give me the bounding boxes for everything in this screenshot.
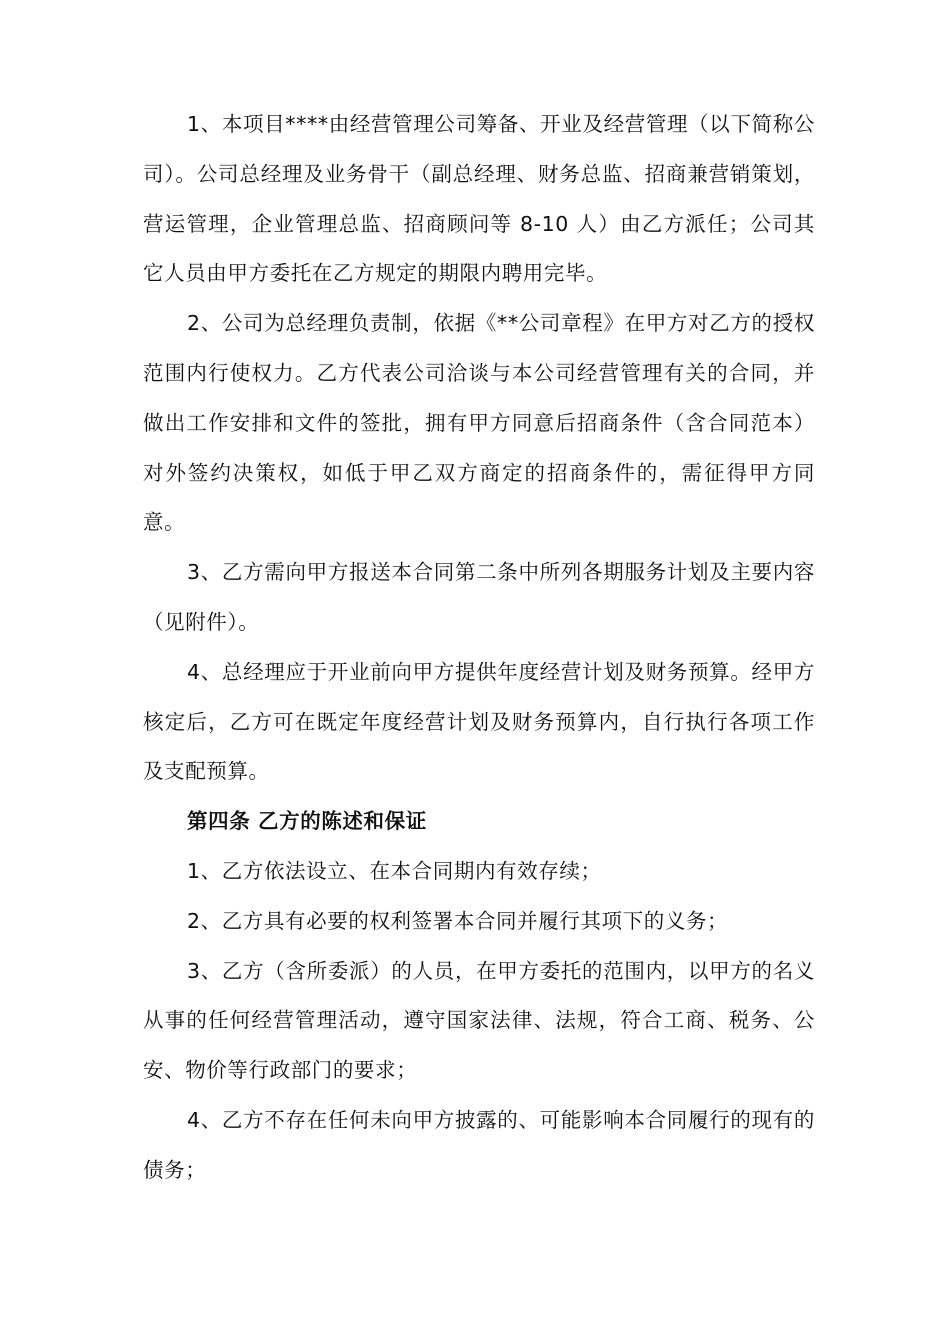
section-item-2: 2、乙方具有必要的权利签署本合同并履行其项下的义务；	[187, 908, 729, 933]
section-item-4: 4、乙方不存在任何未向甲方披露的、可能影响本合同履行的现有的债务；	[143, 1107, 815, 1182]
paragraph-3: 3、乙方需向甲方报送本合同第二条中所列各期服务计划及主要内容（见附件）。	[143, 560, 815, 634]
section-item-1: 1、乙方依法设立、在本合同期内有效存续；	[187, 858, 602, 883]
section-item-3: 3、乙方（含所委派）的人员，在甲方委托的范围内，以甲方的名义从事的任何经营管理活动，遵守国家法律、法规，符合工商、税务、公安、物价等行政部门的要求；	[143, 958, 815, 1083]
section-heading: 第四条 乙方的陈述和保证	[187, 809, 427, 834]
paragraph-1: 1、本项目****由经营管理公司筹备、开业及经营管理（以下简称公司）。公司总经理及业务骨干（副总经理、财务总监、招商兼营销策划，营运管理，企业管理总监、招商顾问等 8-10 人）由乙方派任；公司其它人员由甲方委托在乙方规定的期限内聘用完毕。	[143, 112, 815, 286]
paragraph-4: 4、总经理应于开业前向甲方提供年度经营计划及财务预算。经甲方核定后，乙方可在既定年度经营计划及财务预算内，自行执行各项工作及支配预算。	[143, 659, 815, 784]
document-page	[143, 100, 815, 1196]
paragraph-2: 2、公司为总经理负责制，依据《**公司章程》在甲方对乙方的授权范围内行使权力。乙方代表公司洽谈与本公司经营管理有关的合同，并做出工作安排和文件的签批，拥有甲方同意后招商条件（含合同范本）对外签约决策权，如低于甲乙双方商定的招商条件的，需征得甲方同意。	[143, 311, 815, 535]
